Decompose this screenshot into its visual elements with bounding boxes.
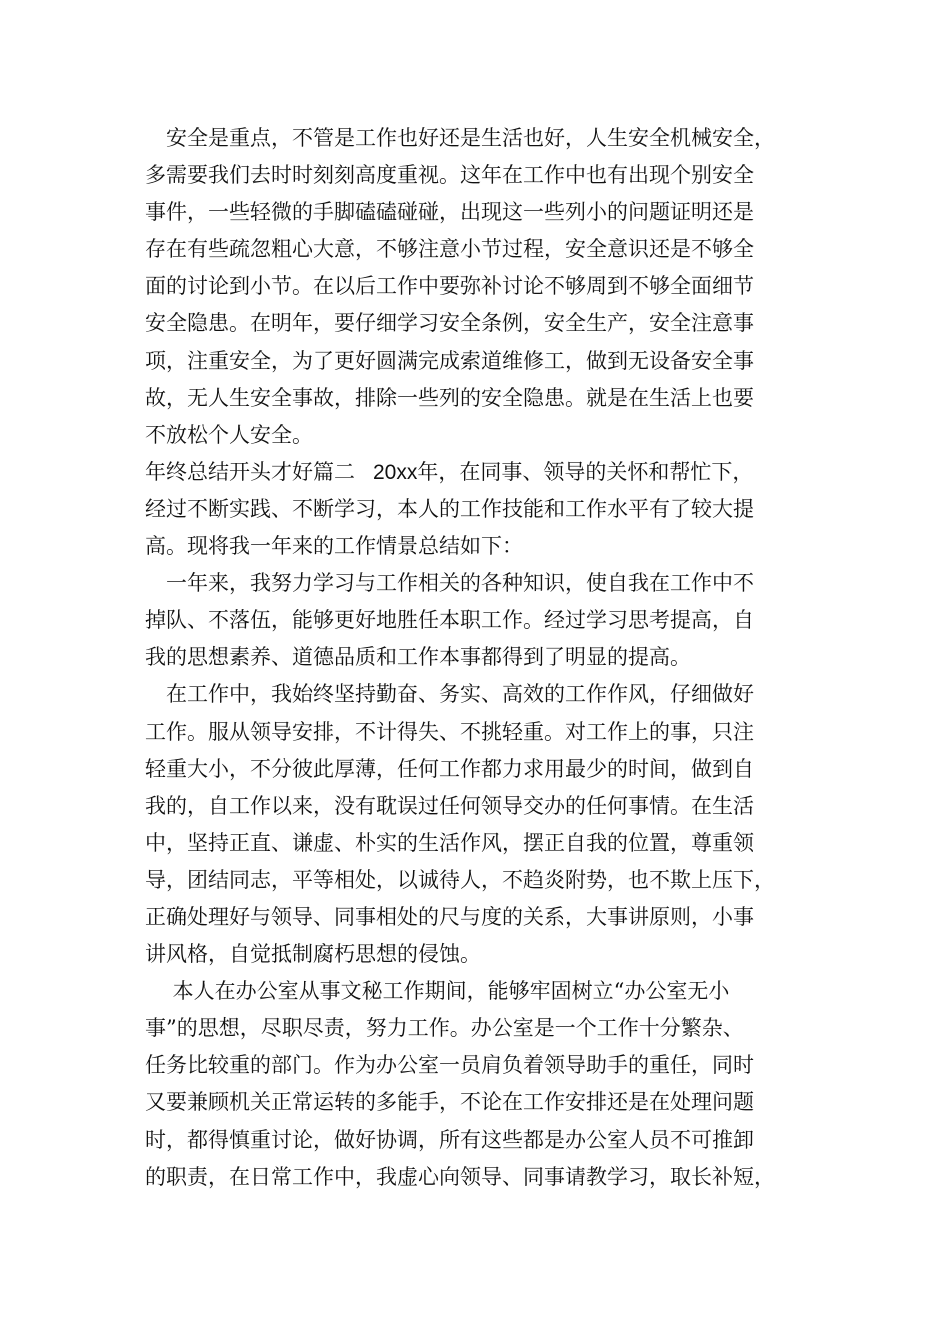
text-line: 事件，一些轻微的手脚磕磕碰碰，出现这一些列小的问题证明还是 (145, 200, 754, 225)
text-line: 多需要我们去时时刻刻高度重视。这年在工作中也有出现个别安全 (145, 163, 754, 188)
text-line: 在工作中，我始终坚持勤奋、务实、高效的工作作风，仔细做好 (145, 682, 754, 707)
text-line: 我的思想素养、道德品质和工作本事都得到了明显的提高。 (145, 645, 691, 670)
text-line: 又要兼顾机关正常运转的多能手，不论在工作安排还是在处理问题 (145, 1090, 754, 1115)
text-line: 安全隐患。在明年，要仔细学习安全条例，安全生产，安全注意事 (145, 311, 754, 336)
text-line: 任务比较重的部门。作为办公室一员肩负着领导助手的重任，同时 (145, 1053, 754, 1078)
section-heading: 年终总结开头才好篇二 (145, 459, 355, 484)
text-line: 存在有些疏忽粗心大意，不够注意小节过程，安全意识还是不够全 (145, 237, 754, 262)
text-line: 不放松个人安全。 (145, 422, 313, 447)
text-line: 本人在办公室从事文秘工作期间，能够牢固树立“办公室无小 (145, 979, 730, 1004)
text-line: 我的，自工作以来，没有耽误过任何领导交办的任何事情。在生活 (145, 793, 754, 818)
text-line: 事”的思想，尽职尽责，努力工作。办公室是一个工作十分繁杂、 (145, 1016, 744, 1041)
text-line: 年，在同事、领导的关怀和帮忙下， (417, 459, 754, 484)
text-line: 中，坚持正直、谦虚、朴实的生活作风，摆正自我的位置，尊重领 (145, 830, 754, 855)
text-line: 工作。服从领导安排，不计得失、不挑轻重。对工作上的事，只注 (145, 719, 754, 744)
text-line: 安全是重点，不管是工作也好还是生活也好，人生安全机械安全， (145, 126, 775, 150)
text-line: 时，都得慎重讨论，做好协调，所有这些都是办公室人员不可推卸 (145, 1127, 754, 1152)
document-body (145, 120, 805, 1196)
text-line: 经过不断实践、不断学习，本人的工作技能和工作水平有了较大提 (145, 496, 754, 521)
section-heading-line (145, 454, 805, 491)
text-line: 导，团结同志，平等相处，以诚待人，不趋炎附势，也不欺上压下， (145, 867, 775, 892)
text-line: 一年来，我努力学习与工作相关的各种知识，使自我在工作中不 (145, 571, 754, 596)
text-line: 高。现将我一年来的工作情景总结如下： (145, 534, 523, 559)
text-line: 轻重大小，不分彼此厚薄，任何工作都力求用最少的时间，做到自 (145, 756, 754, 781)
text-line: 讲风格，自觉抵制腐朽思想的侵蚀。 (145, 942, 481, 967)
text-line: 项，注重安全，为了更好圆满完成索道维修工，做到无设备安全事 (145, 348, 754, 373)
text-line: 的职责，在日常工作中，我虚心向领导、同事请教学习，取长补短， (145, 1164, 775, 1189)
text-line: 正确处理好与领导、同事相处的尺与度的关系，大事讲原则，小事 (145, 904, 754, 929)
text-line: 面的讨论到小节。在以后工作中要弥补讨论不够周到不够全面细节 (145, 274, 754, 299)
year-text: 20xx (373, 460, 418, 484)
text-line: 掉队、不落伍，能够更好地胜任本职工作。经过学习思考提高，自 (145, 608, 754, 633)
text-line: 故，无人生安全事故，排除一些列的安全隐患。就是在生活上也要 (145, 385, 754, 410)
